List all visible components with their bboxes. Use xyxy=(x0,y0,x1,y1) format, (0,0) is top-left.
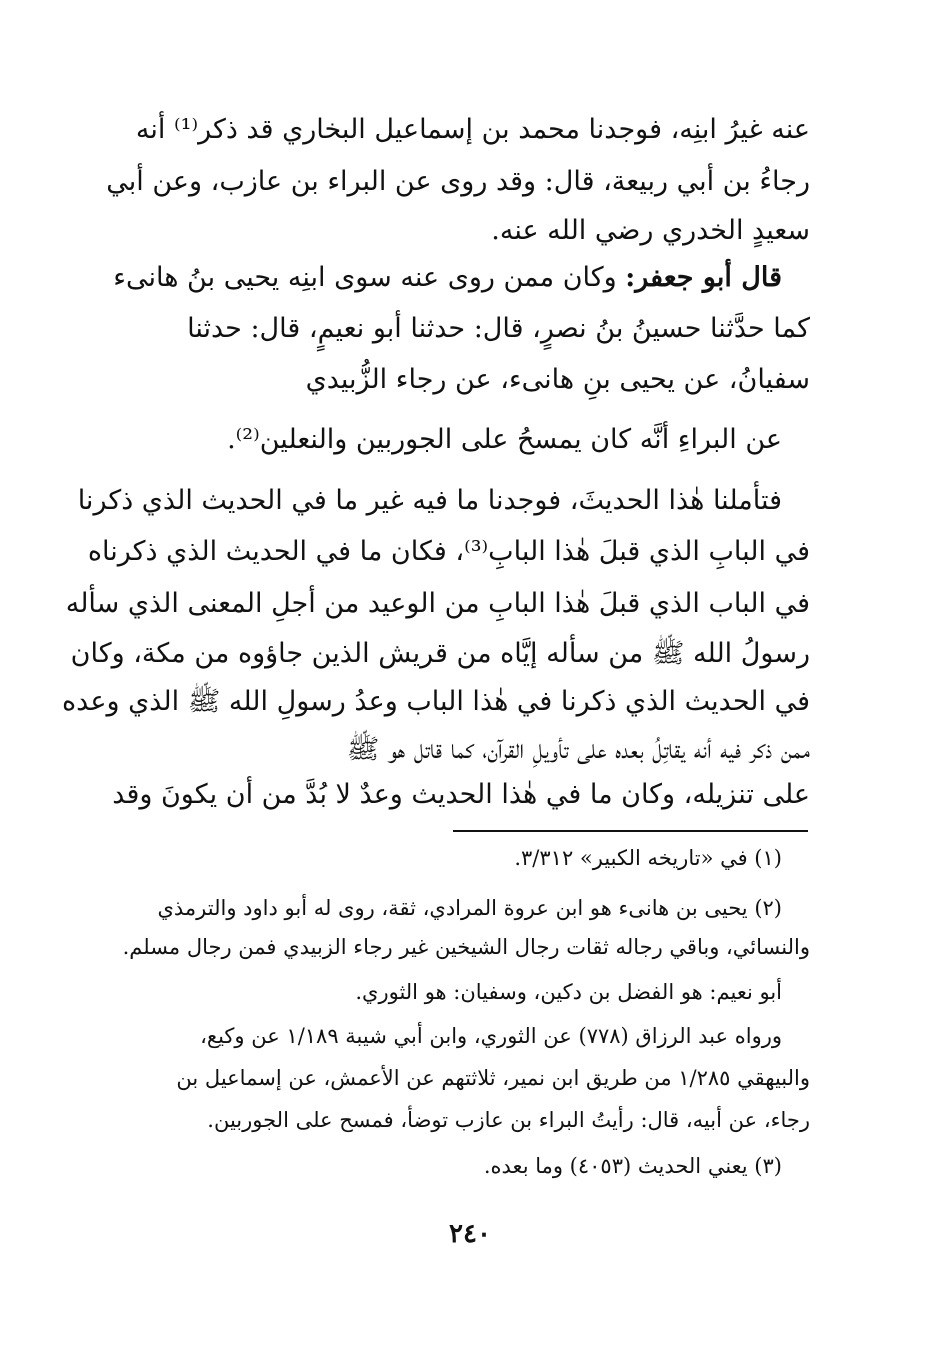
footnote-1: (١) في «تاريخه الكبير» ٣/٣١٢. xyxy=(514,846,782,870)
text-line-6: سفيانُ، عن يحيى بنِ هانىء، عن رجاء الزُّبيدي xyxy=(305,364,810,395)
text-line-11: رسولُ الله ﷺ من سأله إيَّاه من قريش الذين جاؤوه من مكة، وكان xyxy=(70,638,810,669)
footnote-3: (٣) يعني الحديث (٤٠٥٣) وما بعده. xyxy=(483,1154,782,1178)
text-line-12: في الحديث الذي ذكرنا في هٰذا الباب وعدُ رسولِ الله ﷺ الذي وعده xyxy=(62,686,810,717)
speaker-label: قال أبو جعفر: xyxy=(625,262,782,293)
footnote-2-line-4: ورواه عبد الرزاق (٧٧٨) عن الثوري، وابن أبي شيبة ١/١٨٩ عن وكيع، xyxy=(200,1024,782,1048)
text-line-8: فتأملنا هٰذا الحديثَ، فوجدنا ما فيه غير ما في الحديث الذي ذكرنا xyxy=(77,485,782,516)
footnote-separator xyxy=(453,830,808,832)
text-line-1: عنه غيرُ ابنِه، فوجدنا محمد بن إسماعيل البخاري قد ذكر⁽¹⁾ أنه xyxy=(135,114,810,145)
footnote-2-line-6: رجاء، عن أبيه، قال: رأيتُ البراء بن عازب توضأ، فمسح على الجوربين. xyxy=(207,1108,810,1132)
text-line-3: سعيدٍ الخدري رضي الله عنه. xyxy=(491,215,810,246)
text-line-9: في البابِ الذي قبلَ هٰذا البابِ⁽³⁾، فكان ما في الحديث الذي ذكرناه xyxy=(87,536,810,567)
footnote-2-line-3: أبو نعيم: هو الفضل بن دكين، وسفيان: هو الثوري. xyxy=(355,980,782,1004)
text-line-7: عن البراءِ أنَّه كان يمسحُ على الجوربين والنعلين⁽²⁾. xyxy=(227,424,782,455)
text-line-10: في الباب الذي قبلَ هٰذا البابِ من الوعيد من أجلِ المعنى الذي سأله xyxy=(65,588,810,619)
text-line-13: ممن ذكر فيه أنه يقاتِلُ بعده على تأويلِ القرآن، كما قاتل هو ﷺ xyxy=(346,734,810,765)
page-number: ٢٤٠ xyxy=(449,1219,491,1249)
footnote-2-line-5: والبيهقي ١/٢٨٥ من طريق ابن نمير، ثلاثتهم عن الأعمش، عن إسماعيل بن xyxy=(176,1066,810,1090)
text-line-5: كما حدَّثنا حسينُ بنُ نصرٍ، قال: حدثنا أبو نعيمٍ، قال: حدثنا xyxy=(187,313,810,344)
footnote-2-line-1: (٢) يحيى بن هانىء هو ابن عروة المرادي، ثقة، روى له أبو داود والترمذي xyxy=(157,896,782,920)
text-line-4-rest: وكان ممن روى عنه سوى ابنِه يحيى بنُ هانىء xyxy=(113,262,626,293)
text-line-2: رجاءُ بن أبي ربيعة، قال: وقد روى عن البراء بن عازب، وعن أبي xyxy=(106,166,810,197)
text-line-14: على تنزيله، وكان ما في هٰذا الحديث وعدٌ لا بُدَّ من أن يكونَ وقد xyxy=(112,779,810,810)
footnote-2-line-2: والنسائي، وباقي رجاله ثقات رجال الشيخين غير رجاء الزبيدي فمن رجال مسلم. xyxy=(122,935,810,959)
text-line-4 xyxy=(102,262,782,293)
